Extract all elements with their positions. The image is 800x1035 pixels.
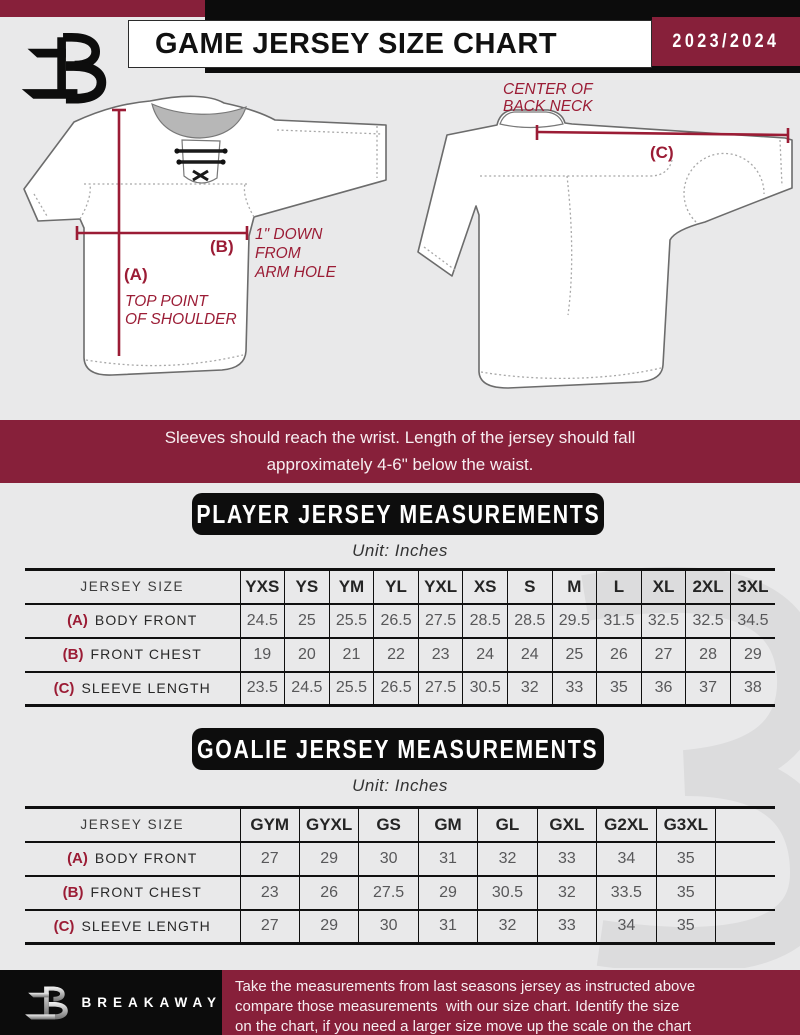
- measurement-name: BODY FRONT: [94, 850, 198, 866]
- size-column-header: G2XL: [597, 808, 656, 842]
- measurement-value-cell: 36: [641, 672, 686, 706]
- table-row: [25, 876, 775, 910]
- measurement-key: (B): [62, 884, 84, 901]
- measurement-value-cell: 24.5: [285, 672, 330, 706]
- measurement-value-cell: 27: [240, 910, 299, 944]
- breakaway-logo-mark: [16, 26, 112, 110]
- lace-grommet: [176, 159, 181, 164]
- measurement-label-cell: [25, 910, 240, 944]
- measurement-value-cell: 26: [299, 876, 358, 910]
- label-a: (A): [124, 265, 148, 284]
- front-jersey-illustration: [12, 88, 404, 410]
- measurement-label-cell: [25, 672, 240, 706]
- size-column-header: L: [597, 570, 642, 604]
- size-column-header: GYM: [240, 808, 299, 842]
- measurement-value-cell: [716, 876, 776, 910]
- measurement-value-cell: 33: [552, 672, 597, 706]
- size-column-header: YXS: [240, 570, 285, 604]
- measurement-value-cell: 35: [656, 842, 715, 876]
- measurement-value-cell: 38: [730, 672, 775, 706]
- measurement-value-cell: 27.5: [418, 604, 463, 638]
- measurement-value-cell: 24: [507, 638, 552, 672]
- measurement-value-cell: [716, 842, 776, 876]
- season-label: 2023/2024: [672, 30, 780, 52]
- label-a-text-1: TOP POINT: [125, 293, 208, 310]
- size-column-header: GM: [418, 808, 477, 842]
- measurement-value-cell: 35: [597, 672, 642, 706]
- label-b-text-1: 1" DOWN: [255, 226, 323, 243]
- measurement-value-cell: 34.5: [730, 604, 775, 638]
- measurement-key: (B): [62, 646, 84, 663]
- footer-note-line-3: on the chart, if you need a larger size move up the scale on the chart: [235, 1018, 692, 1035]
- table-header-row: [25, 808, 775, 842]
- size-column-header: XL: [641, 570, 686, 604]
- measurement-label-cell: [25, 604, 240, 638]
- measurement-value-cell: 33: [537, 910, 596, 944]
- measurement-key: (A): [67, 850, 88, 867]
- measurement-value-cell: 23.5: [240, 672, 285, 706]
- measurement-key: (A): [67, 612, 88, 629]
- measurement-value-cell: 25: [552, 638, 597, 672]
- top-maroon-strip: [0, 0, 205, 17]
- measurement-value-cell: 31: [418, 910, 477, 944]
- measurement-value-cell: 35: [656, 876, 715, 910]
- measurement-key: (C): [53, 917, 75, 935]
- measurement-value-cell: 26: [597, 638, 642, 672]
- measurement-value-cell: 27.5: [418, 672, 463, 706]
- measurement-value-cell: 27: [641, 638, 686, 672]
- measurement-name: BODY FRONT: [94, 612, 198, 628]
- size-column-header: XS: [463, 570, 508, 604]
- measurement-value-cell: 22: [374, 638, 419, 672]
- goalie-section-title: GOALIE JERSEY MEASUREMENTS: [197, 733, 599, 764]
- footer-note-line-1: Take the measurements from last seasons jersey as instructed above: [235, 978, 696, 995]
- goalie-unit-label: Unit: Inches: [352, 776, 448, 795]
- goalie-table-wrap: [25, 806, 775, 945]
- measurement-value-cell: 32: [478, 842, 537, 876]
- label-b: (B): [210, 237, 234, 256]
- measurement-value-cell: 29: [299, 842, 358, 876]
- size-column-header: 3XL: [730, 570, 775, 604]
- fit-notice-line-2: approximately 4-6" below the waist.: [266, 454, 534, 474]
- measurement-label-cell: [25, 876, 240, 910]
- title-bar: [128, 20, 652, 68]
- breakaway-footer-logo: [22, 980, 73, 1026]
- table-header-row: [25, 570, 775, 604]
- size-column-header: M: [552, 570, 597, 604]
- player-table-wrap: [25, 568, 775, 707]
- measurement-value-cell: 30: [359, 910, 418, 944]
- measurement-value-cell: 26.5: [374, 604, 419, 638]
- size-column-header: 2XL: [686, 570, 731, 604]
- size-column-header: YL: [374, 570, 419, 604]
- back-jersey-illustration: [400, 80, 800, 410]
- measurement-value-cell: 37: [686, 672, 731, 706]
- measurement-value-cell: 28.5: [507, 604, 552, 638]
- measurement-value-cell: 32.5: [686, 604, 731, 638]
- measurement-value-cell: 32: [507, 672, 552, 706]
- measurement-value-cell: 29: [299, 910, 358, 944]
- measurement-value-cell: 33.5: [597, 876, 656, 910]
- measurement-value-cell: 32: [478, 910, 537, 944]
- lace-grommet: [220, 159, 225, 164]
- measurement-value-cell: 31.5: [597, 604, 642, 638]
- row-header-cell: JERSEY SIZE: [80, 579, 185, 595]
- back-jersey-body: [418, 110, 792, 388]
- measurement-value-cell: 25: [285, 604, 330, 638]
- measurement-name: SLEEVE LENGTH: [81, 679, 211, 696]
- measurement-value-cell: 24: [463, 638, 508, 672]
- size-column-header: G3XL: [656, 808, 715, 842]
- measurement-value-cell: 28: [686, 638, 731, 672]
- size-column-header: YM: [329, 570, 374, 604]
- table-row: [25, 842, 775, 876]
- label-c: (C): [650, 143, 674, 162]
- player-section-title: PLAYER JERSEY MEASUREMENTS: [196, 498, 601, 529]
- table-row: [25, 910, 775, 944]
- goalie-section-banner: [192, 728, 604, 770]
- measurement-value-cell: 23: [418, 638, 463, 672]
- table-row: [25, 672, 775, 706]
- label-b-text-2: FROM: [255, 245, 301, 262]
- measurement-value-cell: 34: [597, 842, 656, 876]
- measurement-value-cell: 30.5: [463, 672, 508, 706]
- measurement-value-cell: 35: [656, 910, 715, 944]
- neck-label-1: CENTER OF: [503, 81, 593, 98]
- measurement-value-cell: 26.5: [374, 672, 419, 706]
- measurement-name: SLEEVE LENGTH: [81, 917, 211, 934]
- measurement-value-cell: 33: [537, 842, 596, 876]
- footer-brand-box: [0, 970, 222, 1035]
- measurement-value-cell: 23: [240, 876, 299, 910]
- neck-label-2: BACK NECK: [503, 98, 593, 115]
- player-size-table: [25, 568, 775, 707]
- fit-notice-line-1: Sleeves should reach the wrist. Length of the jersey should fall: [164, 428, 636, 448]
- measurement-name: FRONT CHEST: [90, 884, 202, 900]
- measurement-value-cell: 30: [359, 842, 418, 876]
- row-header-cell: JERSEY SIZE: [80, 817, 185, 833]
- measurement-key: (C): [53, 679, 75, 697]
- measurement-value-cell: 32: [537, 876, 596, 910]
- footer-note-box: [222, 970, 800, 1035]
- measurement-value-cell: 19: [240, 638, 285, 672]
- measurement-value-cell: 21: [329, 638, 374, 672]
- measurement-value-cell: 25.5: [329, 672, 374, 706]
- measurement-value-cell: 29.5: [552, 604, 597, 638]
- player-section-banner: [192, 493, 604, 535]
- size-column-header: GL: [478, 808, 537, 842]
- measurement-value-cell: 32.5: [641, 604, 686, 638]
- table-row: [25, 638, 775, 672]
- page-title: GAME JERSEY SIZE CHART: [155, 27, 558, 60]
- measurement-value-cell: 27.5: [359, 876, 418, 910]
- measurement-value-cell: 29: [418, 876, 477, 910]
- size-column-header: YS: [285, 570, 330, 604]
- lace-grommet: [222, 148, 227, 153]
- measurement-value-cell: 20: [285, 638, 330, 672]
- measurement-name: FRONT CHEST: [90, 646, 202, 662]
- measurement-value-cell: [716, 910, 776, 944]
- footer-note-line-2: compare those measurements with our size chart. Identify the size: [235, 998, 680, 1016]
- footer-brand-name: BREAKAWAY: [81, 995, 222, 1010]
- size-column-header: GYXL: [299, 808, 358, 842]
- measurement-value-cell: 24.5: [240, 604, 285, 638]
- measurement-label-cell: [25, 638, 240, 672]
- measurement-value-cell: 27: [240, 842, 299, 876]
- size-column-header: GXL: [537, 808, 596, 842]
- lace-grommet: [174, 148, 179, 153]
- measurement-value-cell: 34: [597, 910, 656, 944]
- measurement-value-cell: 31: [418, 842, 477, 876]
- size-column-header: GS: [359, 808, 418, 842]
- measurement-label-cell: [25, 842, 240, 876]
- player-unit-label: Unit: Inches: [352, 541, 448, 560]
- label-a-text-2: OF SHOULDER: [125, 311, 237, 328]
- size-column-header: S: [507, 570, 552, 604]
- size-column-header: [716, 808, 776, 842]
- measurement-value-cell: 30.5: [478, 876, 537, 910]
- label-b-text-3: ARM HOLE: [255, 264, 336, 281]
- fit-notice-banner: [0, 420, 800, 483]
- measurement-value-cell: 25.5: [329, 604, 374, 638]
- measurement-value-cell: 29: [730, 638, 775, 672]
- goalie-size-table: [25, 806, 775, 945]
- measurement-value-cell: 28.5: [463, 604, 508, 638]
- table-row: [25, 604, 775, 638]
- size-column-header: YXL: [418, 570, 463, 604]
- season-badge: [652, 17, 800, 66]
